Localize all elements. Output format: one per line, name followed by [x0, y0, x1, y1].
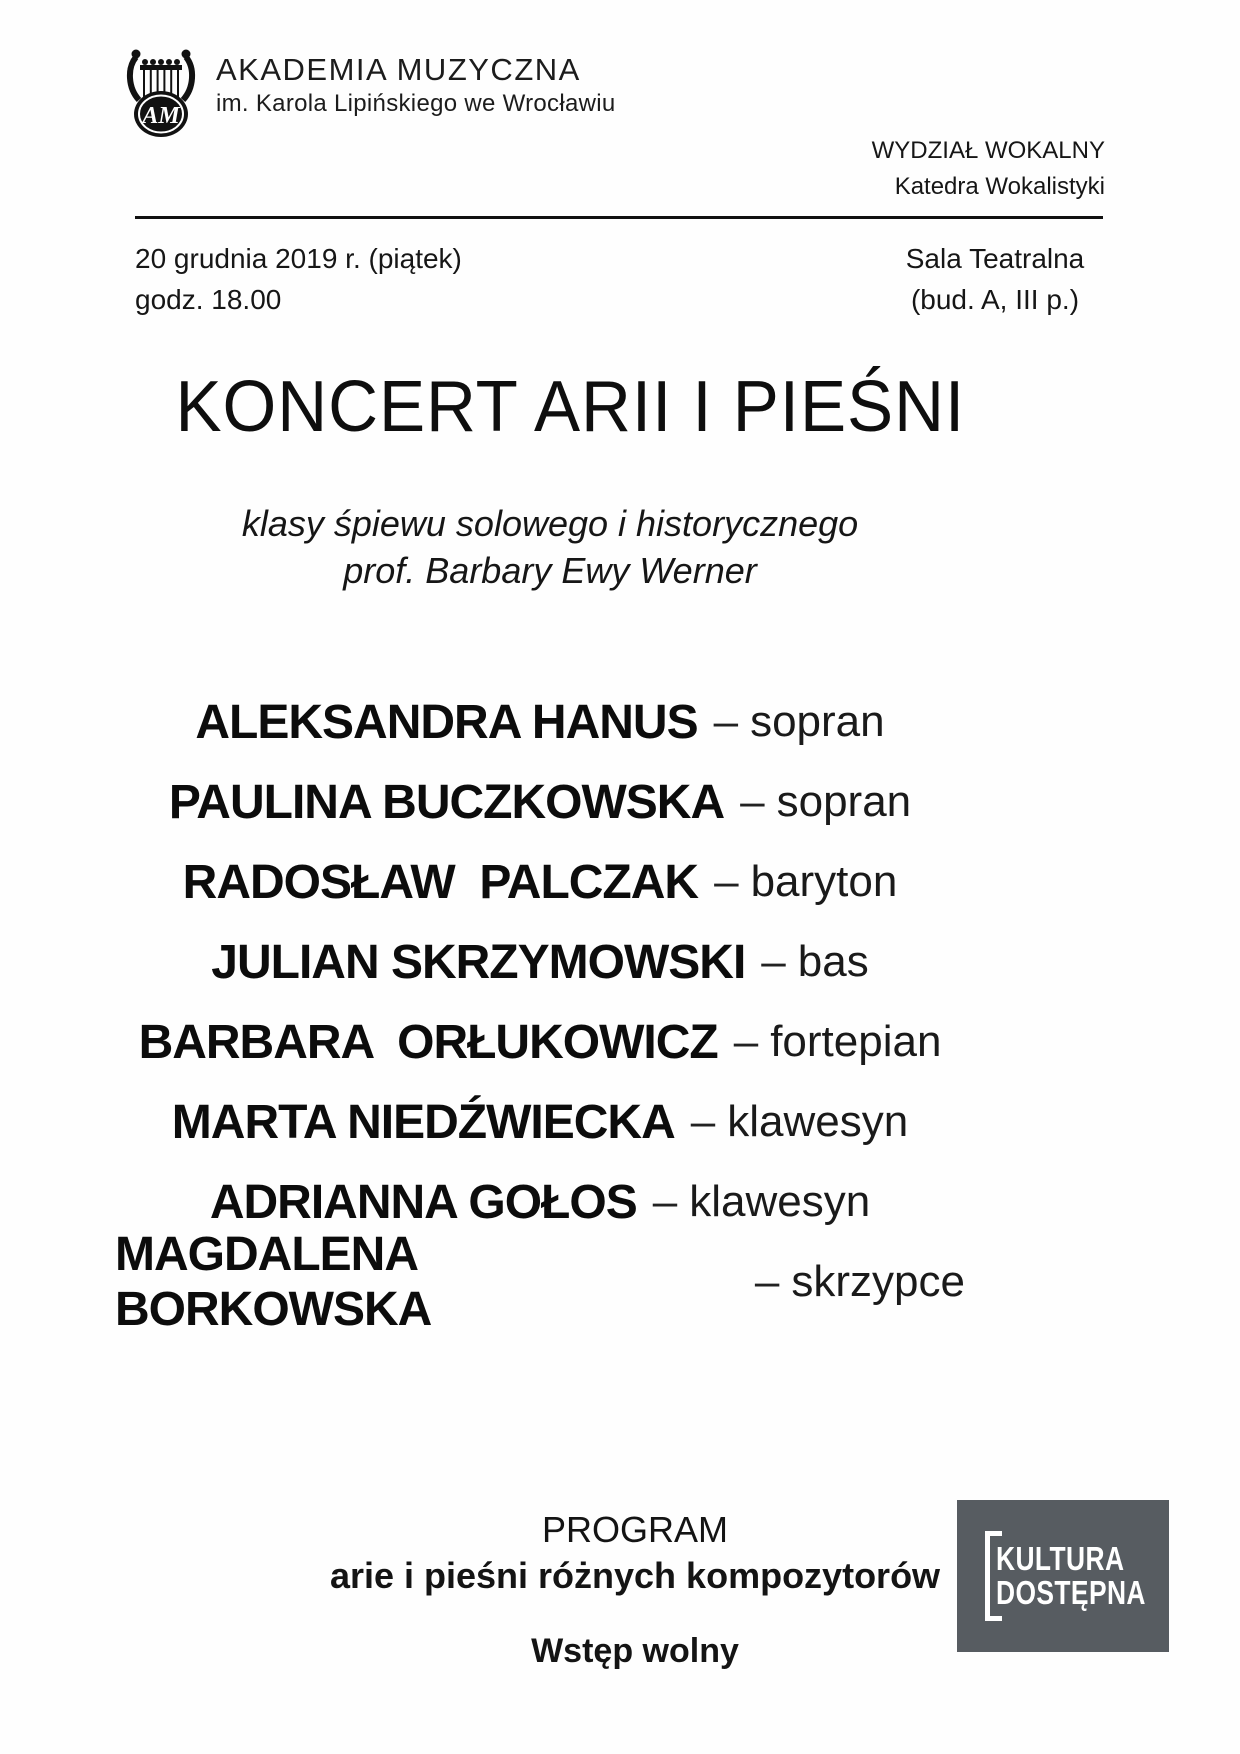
program-description: arie i pieśni różnych kompozytorów — [329, 1555, 941, 1596]
performer-name: JULIAN SKRZYMOWSKI — [211, 935, 746, 989]
performer-name: MAGDALENA BORKOWSKA — [115, 1228, 432, 1336]
performer-row — [115, 1082, 965, 1162]
performer-row — [115, 842, 965, 922]
subtitle-line2: prof. Barbary Ewy Werner — [343, 550, 757, 591]
performer-name: MARTA NIEDŹWIECKA — [171, 1095, 675, 1149]
performer-name: RADOSŁAW PALCZAK — [182, 855, 699, 909]
performer-name: PAULINA BUCZKOWSKA — [168, 775, 725, 829]
separator-dash: – — [740, 777, 765, 826]
performer-name: ADRIANNA GOŁOS — [209, 1175, 637, 1229]
separator-dash: – — [714, 857, 739, 906]
concert-subtitle — [120, 500, 980, 594]
performer-role: baryton — [750, 857, 898, 906]
separator-dash: – — [733, 1017, 759, 1066]
concert-title: KONCERT ARII I PIEŚNI — [175, 367, 965, 447]
event-venue: Sala Teatralna — [905, 243, 1085, 274]
performer-row — [115, 922, 965, 1002]
performer-role: fortepian — [770, 1017, 942, 1066]
performer-role: klawesyn — [727, 1097, 909, 1146]
kultura-logo-text — [996, 1542, 1183, 1610]
performer-name: ALEKSANDRA HANUS — [195, 695, 698, 749]
admission-note: Wstęp wolny — [531, 1632, 739, 1670]
kultura-line1: KULTURA — [996, 1540, 1125, 1577]
org-name: AKADEMIA MUZYCZNA — [216, 52, 581, 87]
performer-role: bas — [797, 937, 869, 986]
separator-dash: – — [761, 937, 786, 986]
bracket-icon — [985, 1531, 990, 1621]
performer-role: skrzypce — [791, 1257, 965, 1306]
svg-text:AM: AM — [142, 103, 180, 129]
kultura-line2: DOSTĘPNA — [996, 1574, 1146, 1611]
performer-row — [115, 1228, 965, 1336]
department-block — [700, 133, 1105, 205]
org-subtitle: im. Karola Lipińskiego we Wrocławiu — [216, 90, 616, 117]
event-time: godz. 18.00 — [135, 284, 282, 315]
separator-dash: – — [690, 1097, 716, 1146]
separator-dash: – — [652, 1177, 678, 1226]
event-venue-detail: (bud. A, III p.) — [910, 284, 1080, 315]
department-line1: WYDZIAŁ WOKALNY — [871, 137, 1105, 164]
performer-row — [115, 762, 965, 842]
performer-row — [115, 1002, 965, 1082]
kultura-dostepna-logo — [957, 1500, 1169, 1652]
event-date: 20 grudnia 2019 r. (piątek) — [135, 243, 462, 274]
academy-logo — [123, 42, 199, 138]
program-heading: PROGRAM — [541, 1509, 728, 1550]
performer-role: sopran — [776, 777, 912, 826]
performer-role: sopran — [750, 697, 885, 746]
subtitle-line1: klasy śpiewu solowego i historycznego — [241, 503, 859, 544]
separator-dash: – — [754, 1257, 780, 1306]
date-block — [135, 238, 462, 320]
performer-role: klawesyn — [689, 1177, 871, 1226]
header-divider — [135, 216, 1103, 219]
performer-row — [115, 682, 965, 762]
venue-block — [875, 238, 1115, 320]
lyre-icon — [123, 42, 199, 138]
performer-name: BARBARA ORŁUKOWICZ — [138, 1015, 718, 1069]
performers-list — [115, 682, 965, 1336]
department-line2: Katedra Wokalistyki — [894, 173, 1105, 200]
separator-dash: – — [713, 697, 739, 746]
